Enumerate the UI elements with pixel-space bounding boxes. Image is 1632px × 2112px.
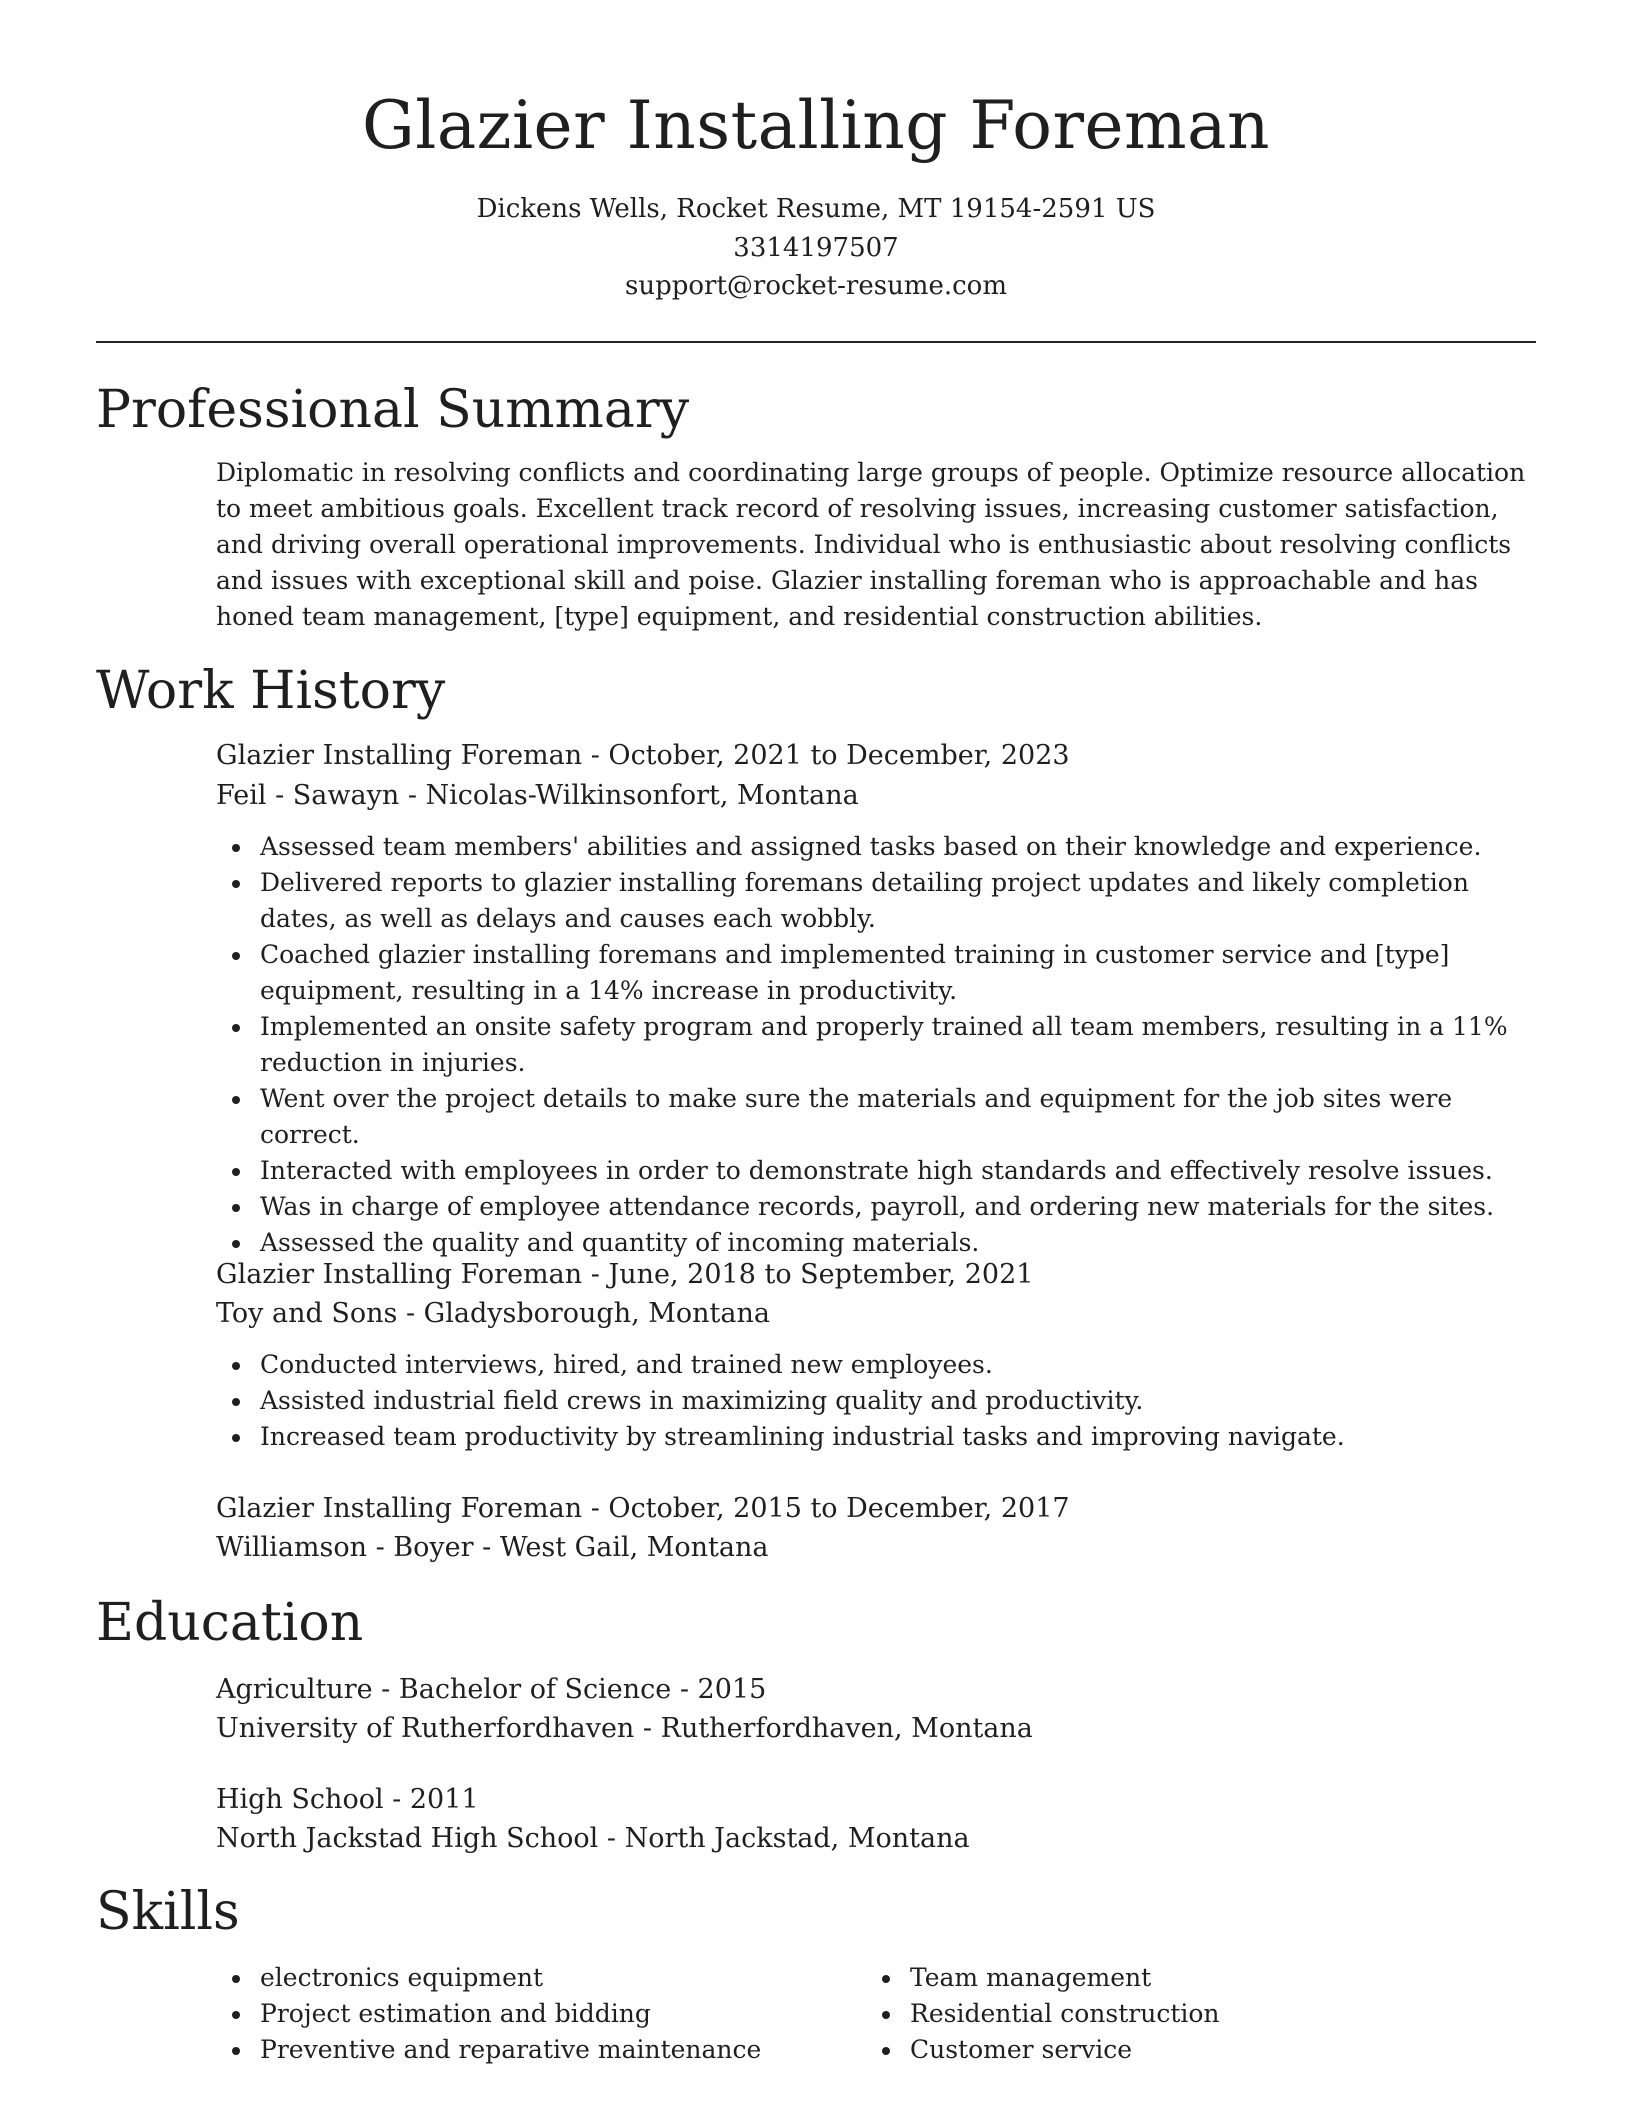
- education-location: - North Jackstad, Montana: [598, 1823, 970, 1854]
- education-degree: Agriculture - Bachelor of Science: [216, 1674, 672, 1705]
- skills-list-right: [866, 1960, 1466, 2068]
- list-item: Increased team productivity by streamlining industrial tasks and improving navigate.: [216, 1419, 1541, 1455]
- education-degree: High School: [216, 1784, 384, 1815]
- education-school: University of Rutherfordhaven: [216, 1713, 635, 1744]
- skill-item: Customer service: [866, 2032, 1466, 2068]
- list-item: Was in charge of employee attendance records, payroll, and ordering new materials for the sites.: [216, 1189, 1541, 1225]
- job-dates: - June, 2018 to September, 2021: [582, 1259, 1034, 1290]
- skill-item: Project estimation and bidding: [216, 1996, 816, 2032]
- list-item: Coached glazier installing foremans and implemented training in customer service and [type] equipment, resulting in a 14% increase in productivity.: [216, 937, 1541, 1009]
- summary-text: Diplomatic in resolving conflicts and coordinating large groups of people. Optimize resource allocation to meet ambitious goals. Excellent track record of resolving issues, increasing customer satisfaction, and driving overall operational improvements. Individual who is enthusiastic about resolving conflicts and issues with exceptional skill and poise. Glazier installing foreman who is approachable and has honed team management, [type] equipment, and residential construction abilities.: [216, 458, 1526, 631]
- list-item: Conducted interviews, hired, and trained new employees.: [216, 1347, 1541, 1383]
- education-location: - Rutherfordhaven, Montana: [634, 1713, 1033, 1744]
- job-company: Toy and Sons: [216, 1298, 398, 1329]
- education-school-line: [216, 1709, 1033, 1749]
- job-company: Feil - Sawayn: [216, 780, 400, 811]
- contact-email: support@rocket-resume.com: [624, 271, 1007, 301]
- skills-heading: Skills: [96, 1882, 240, 1942]
- skill-item: electronics equipment: [216, 1960, 816, 1996]
- list-item: Went over the project details to make sure the materials and equipment for the job sites were correct.: [216, 1081, 1541, 1153]
- job-bullets: [216, 829, 1541, 1261]
- education-year: - 2011: [383, 1784, 479, 1815]
- job-title-line: [216, 1255, 1033, 1295]
- job-location: - West Gail, Montana: [473, 1532, 769, 1563]
- list-item: Delivered reports to glazier installing foremans detailing project updates and likely completion dates, as well as delays and causes each wobbly.: [216, 865, 1541, 937]
- contact-phone: 3314197507: [733, 233, 899, 263]
- skill-item: Preventive and reparative maintenance: [216, 2032, 816, 2068]
- education-year: - 2015: [671, 1674, 767, 1705]
- job-role: Glazier Installing Foreman: [216, 1493, 583, 1524]
- list-item: Assessed team members' abilities and assigned tasks based on their knowledge and experience.: [216, 829, 1541, 865]
- job-role: Glazier Installing Foreman: [216, 1259, 583, 1290]
- education-school: North Jackstad High School: [216, 1823, 599, 1854]
- job-location: - Gladysborough, Montana: [397, 1298, 770, 1329]
- education-degree-line: [216, 1670, 766, 1710]
- contact-address: Dickens Wells, Rocket Resume, MT 19154-2591 US: [476, 194, 1156, 224]
- list-item: Interacted with employees in order to demonstrate high standards and effectively resolve issues.: [216, 1153, 1541, 1189]
- job-role: Glazier Installing Foreman: [216, 740, 583, 771]
- list-item: Implemented an onsite safety program and properly trained all team members, resulting in a 11% reduction in injuries.: [216, 1009, 1541, 1081]
- education-school-line: [216, 1819, 970, 1859]
- skill-item: Residential construction: [866, 1996, 1466, 2032]
- job-company-line: [216, 776, 859, 816]
- skills-list-left: [216, 1960, 816, 2068]
- job-dates: - October, 2015 to December, 2017: [582, 1493, 1070, 1524]
- candidate-name: Glazier Installing Foreman: [362, 87, 1270, 164]
- job-company-line: [216, 1294, 770, 1334]
- education-heading: Education: [96, 1593, 364, 1653]
- work-history-heading: Work History: [96, 661, 446, 721]
- header-divider: [96, 341, 1536, 343]
- job-title-line: [216, 736, 1070, 776]
- job-company: Williamson - Boyer: [216, 1532, 474, 1563]
- education-degree-line: [216, 1780, 479, 1820]
- list-item: Assisted industrial field crews in maximizing quality and productivity.: [216, 1383, 1541, 1419]
- job-bullets: [216, 1347, 1541, 1455]
- job-location: - Nicolas-Wilkinsonfort, Montana: [399, 780, 859, 811]
- skill-item: Team management: [866, 1960, 1466, 1996]
- summary-heading: Professional Summary: [96, 380, 690, 440]
- job-company-line: [216, 1528, 768, 1568]
- job-dates: - October, 2021 to December, 2023: [582, 740, 1070, 771]
- job-title-line: [216, 1489, 1070, 1529]
- list-item: Assessed the quality and quantity of incoming materials.: [216, 1225, 1541, 1261]
